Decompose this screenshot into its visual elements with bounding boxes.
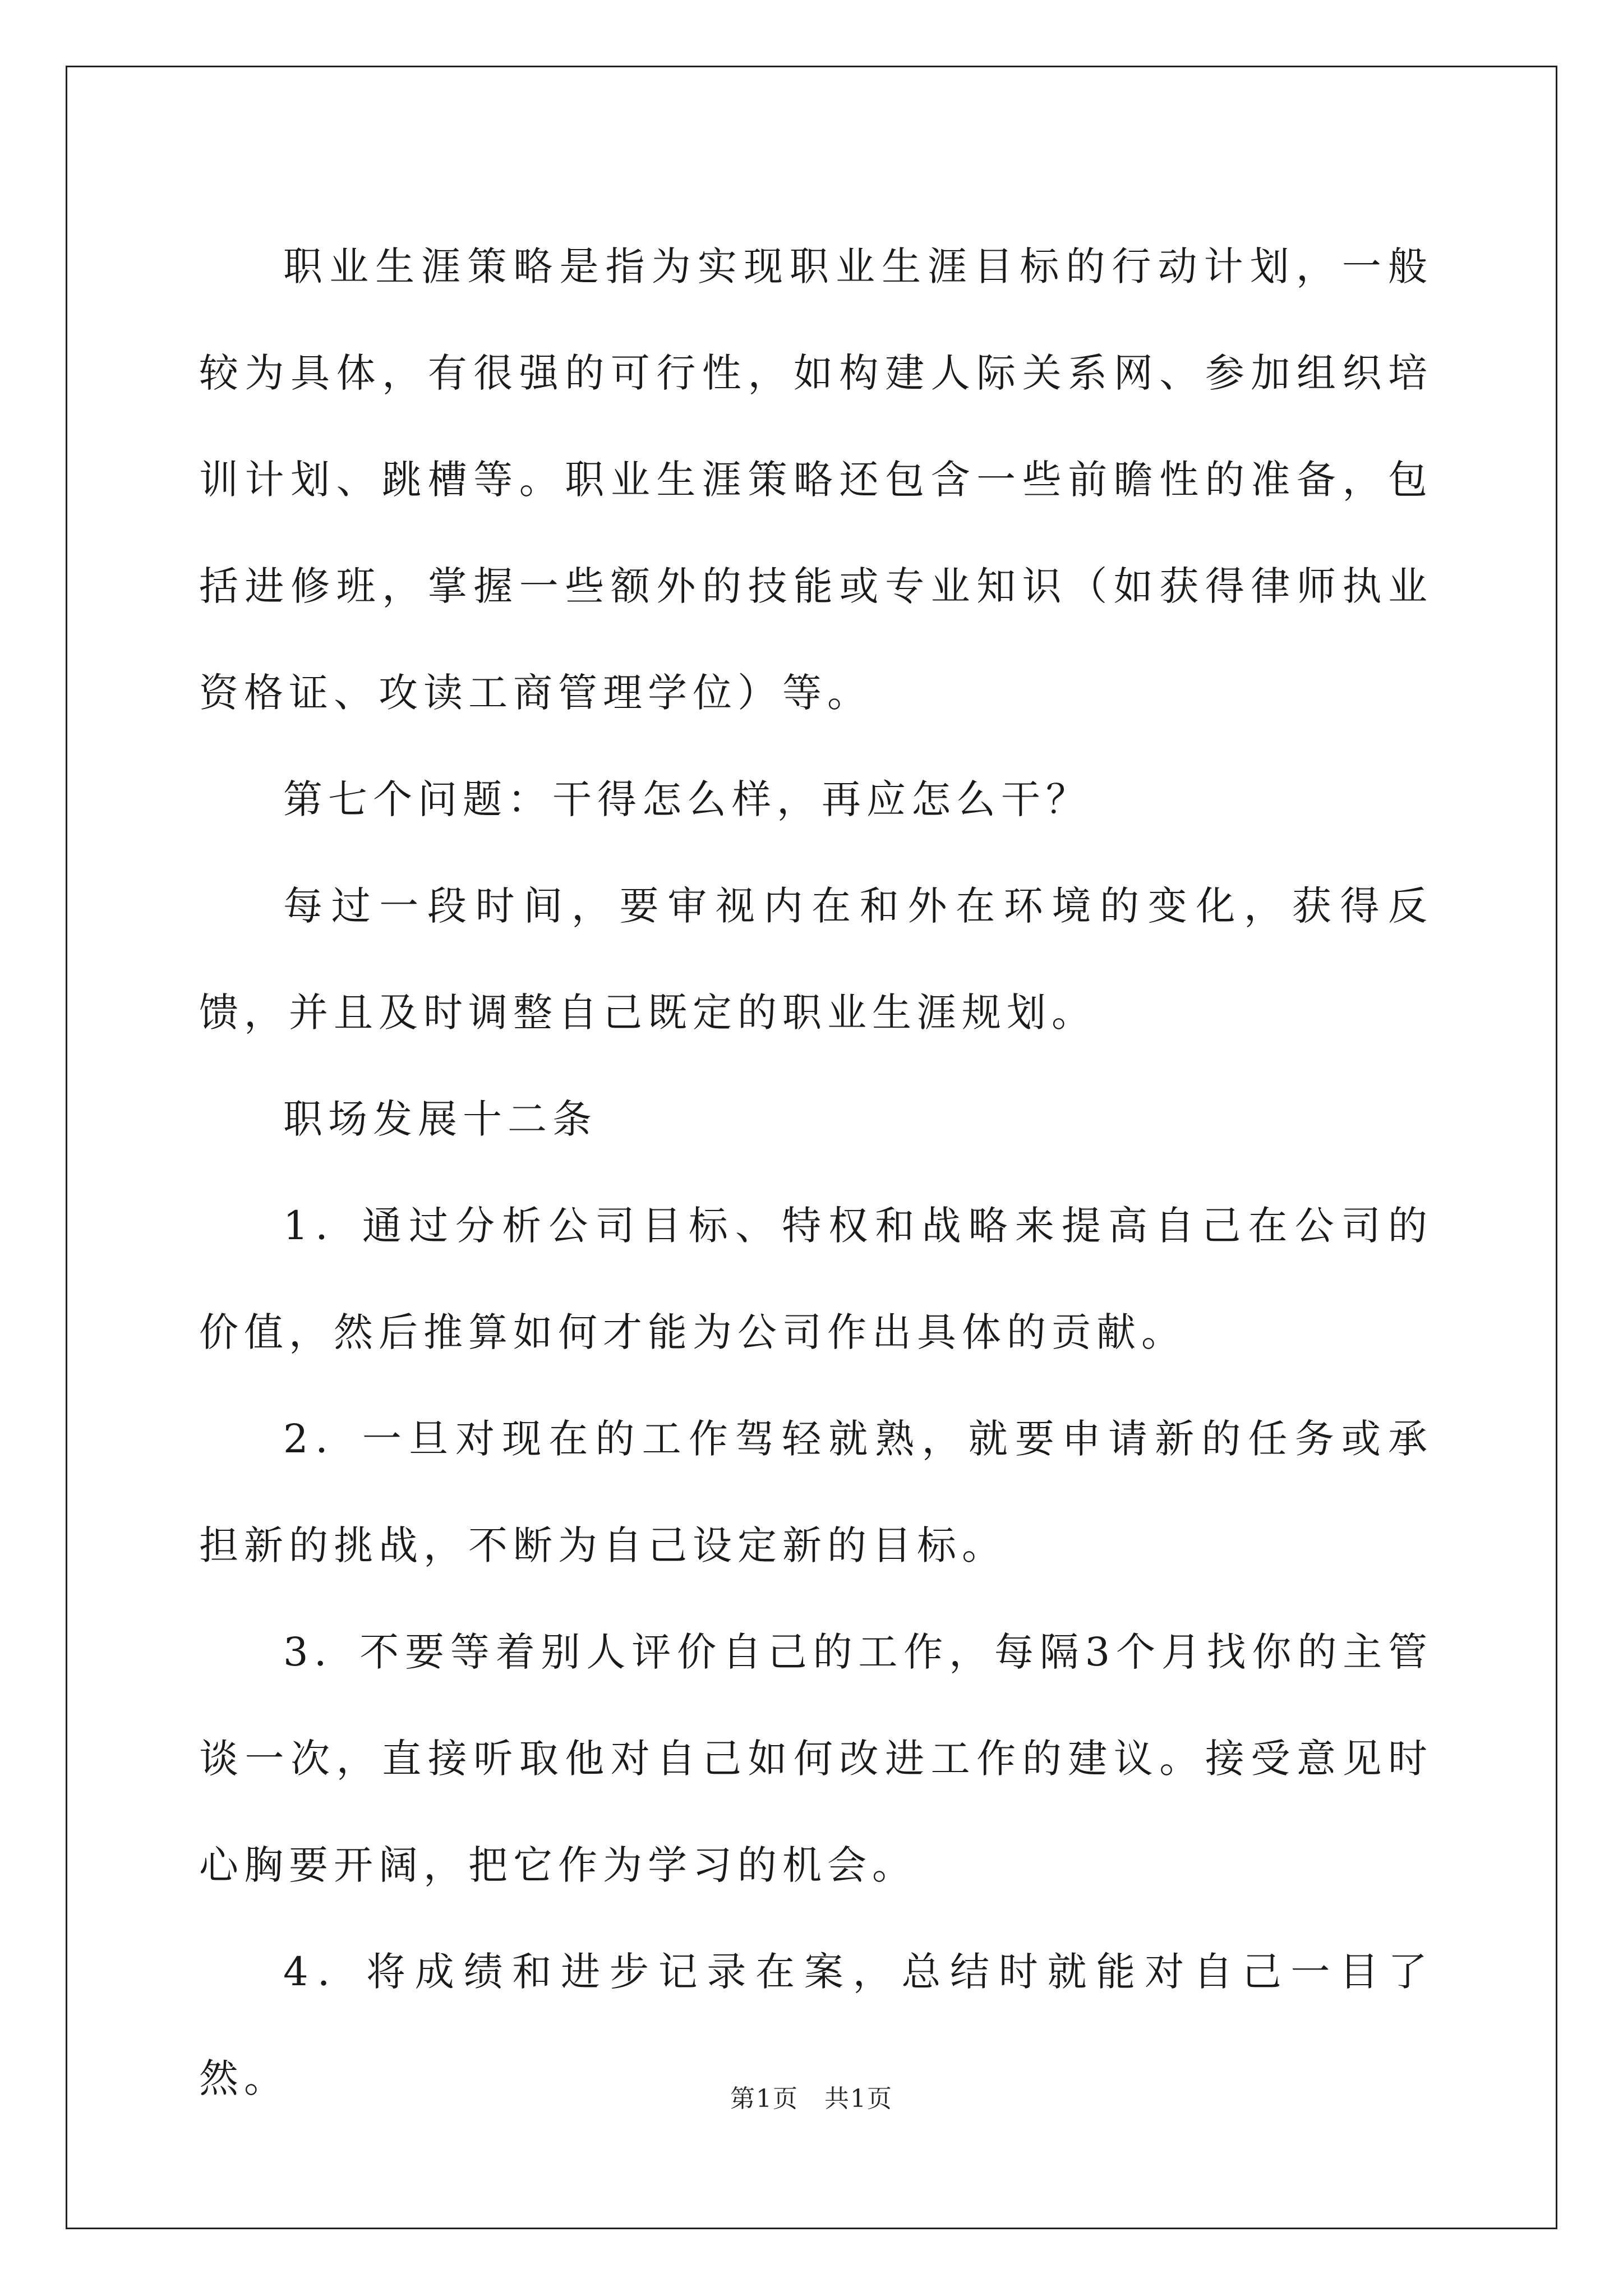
paragraph-question-seven: 第七个问题：干得怎么样，再应怎么干？ (283, 776, 1091, 822)
paragraph-review-adjust: 每过一段时间，要审视内在和外在环境的变化，获得反馈，并且及时调整自己既定的职业生涯规划。 (199, 883, 1433, 1036)
list-item-rule-1: 1．通过分析公司目标、特权和战略来提高自己在公司的价值，然后推算如何才能为公司作出具体的贡献。 (199, 1203, 1433, 1355)
list-item-rule-4: 4．将成绩和进步记录在案，总结时就能对自己一目了然。 (199, 1949, 1433, 2101)
page-footer: 第1页 共1页 (730, 2085, 893, 2113)
section-heading-twelve-rules: 职场发展十二条 (283, 1096, 597, 1142)
paragraph-career-strategy: 职业生涯策略是指为实现职业生涯目标的行动计划，一般较为具体，有很强的可行性，如构建人际关系网、参加组织培训计划、跳槽等。职业生涯策略还包含一些前瞻性的准备，包括进修班，掌握一些额外的技能或专业知识（如获得律师执业资格证、攻读工商管理学位）等。 (199, 243, 1433, 716)
list-item-rule-3: 3．不要等着别人评价自己的工作，每隔3个月找你的主管谈一次，直接听取他对自己如何改进工作的建议。接受意见时心胸要开阔，把它作为学习的机会。 (199, 1629, 1433, 1888)
list-item-rule-2: 2．一旦对现在的工作驾轻就熟，就要申请新的任务或承担新的挑战，不断为自己设定新的目标。 (199, 1416, 1433, 1568)
document-body (199, 213, 1433, 2132)
